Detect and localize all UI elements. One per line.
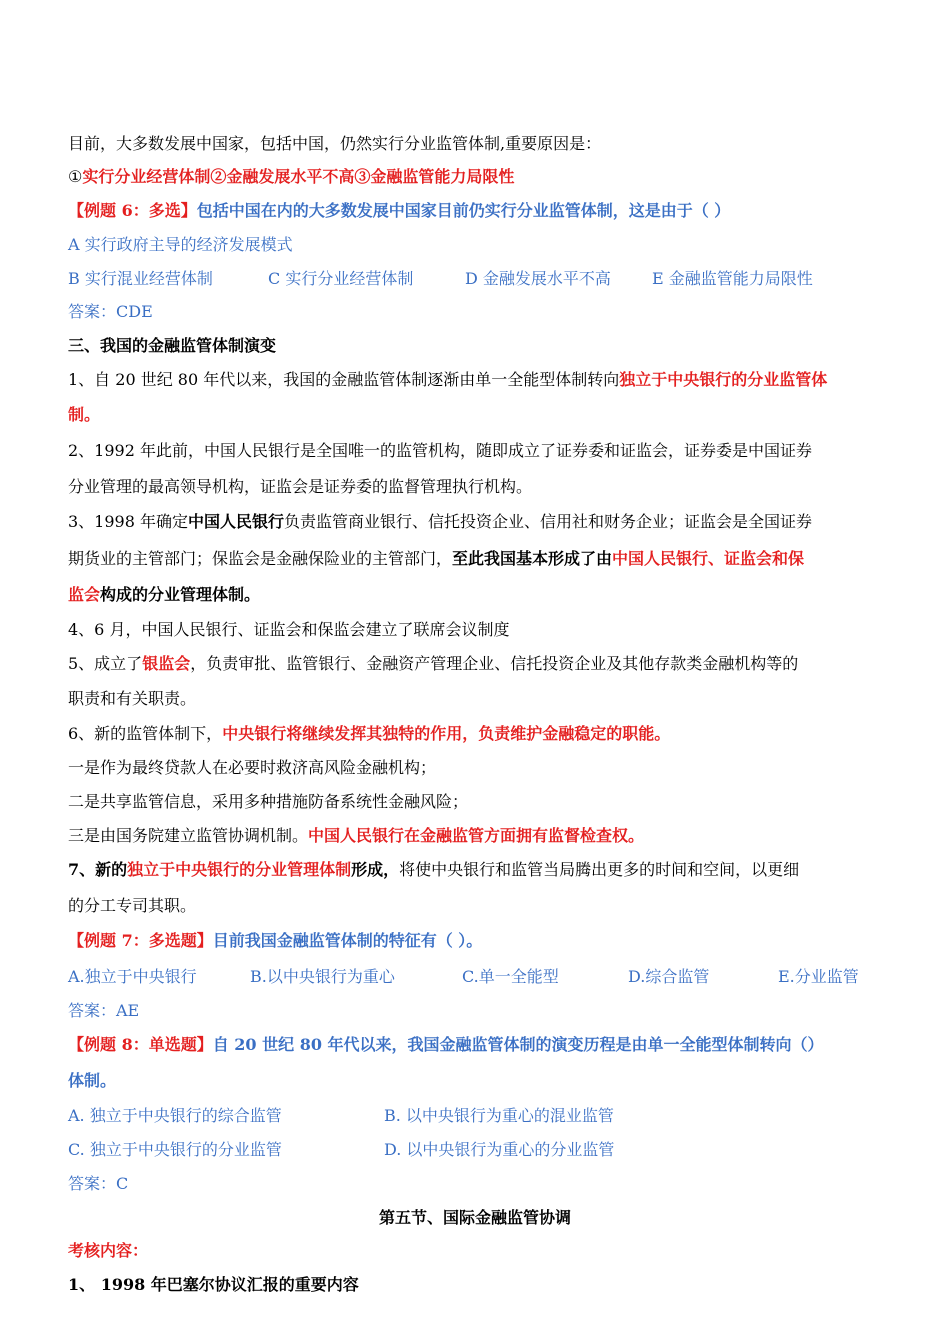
point-1-cont: 制。 (68, 405, 101, 424)
example-8-option-a: A. 独立于中央银行的综合监管 (68, 1106, 282, 1125)
example-7-answer: 答案：AE (68, 1001, 140, 1020)
point-5: 5、成立了银监会，负责审批、监管银行、金融资产管理企业、信托投资企业及其他存款类金融机构等的 (68, 654, 799, 673)
example-7-option-b: B.以中央银行为重心 (250, 967, 395, 986)
point-7-cont: 的分工专司其职。 (68, 896, 197, 915)
section-heading: 三、我国的金融监管体制演变 (68, 336, 277, 355)
paragraph: 目前，大多数发展中国家，包括中国，仍然实行分业监管体制,重要原因是： (68, 134, 602, 153)
example-8-option-b: B. 以中央银行为重心的混业监管 (384, 1106, 614, 1125)
exam-item-1: 1、 1998 年巴塞尔协议汇报的重要内容 (68, 1275, 359, 1294)
example-6-option-d: D 金融发展水平不高 (465, 269, 611, 288)
example-8-answer: 答案：C (68, 1174, 129, 1193)
example-6-option-c: C 实行分业经营体制 (268, 269, 414, 288)
section-5-title: 第五节、国际金融监管协调 (378, 1208, 571, 1227)
reasons-line: ①实行分业经营体制②金融发展水平不高③金融监管能力局限性 (68, 167, 515, 186)
example-7-option-c: C.单一全能型 (462, 967, 559, 986)
example-7-option-e: E.分业监管 (778, 967, 859, 986)
point-1: 1、自 20 世纪 80 年代以来，我国的金融监管体制逐渐由单一全能型体制转向独立于中央银行的分业监管体 (68, 370, 828, 389)
example-8-option-c: C. 独立于中央银行的分业监管 (68, 1140, 282, 1159)
point-2-cont: 分业管理的最高领导机构，证监会是证券委的监督管理执行机构。 (68, 477, 533, 496)
example-7-question: 【例题 7：多选题】目前我国金融监管体制的特征有（ ）。 (68, 931, 483, 950)
example-8-question: 【例题 8：单选题】自 20 世纪 80 年代以来，我国金融监管体制的演变历程是由单一全能型体制转向（） (68, 1035, 824, 1054)
point-4: 4、6 月，中国人民银行、证监会和保监会建立了联席会议制度 (68, 620, 510, 639)
example-6-option-e: E 金融监管能力局限性 (652, 269, 813, 288)
point-7: 7、新的独立于中央银行的分业管理体制形成，将使中央银行和监管当局腾出更多的时间和空间，以更细 (68, 860, 800, 879)
sub-point-1: 一是作为最终贷款人在必要时救济高风险金融机构； (68, 758, 437, 777)
example-6-option-a: A 实行政府主导的经济发展模式 (68, 235, 293, 254)
point-2: 2、1992 年此前，中国人民银行是全国唯一的监管机构，随即成立了证券委和证监会，证券委是中国证券 (68, 441, 812, 460)
point-3-cont: 期货业的主管部门；保监会是金融保险业的主管部门，至此我国基本形成了由中国人民银行、证监会和保 (68, 549, 805, 568)
example-8-option-d: D. 以中央银行为重心的分业监管 (384, 1140, 615, 1159)
point-3: 3、1998 年确定中国人民银行负责监管商业银行、信托投资企业、信用社和财务企业；证监会是全国证券 (68, 512, 813, 531)
example-6-answer: 答案：CDE (68, 302, 153, 321)
example-8-question-cont: 体制。 (68, 1071, 117, 1090)
point-3-cont-2: 监会构成的分业管理体制。 (68, 585, 261, 604)
example-7-option-a: A.独立于中央银行 (68, 967, 197, 986)
example-7-option-d: D.综合监管 (628, 967, 710, 986)
point-5-cont: 职责和有关职责。 (68, 689, 197, 708)
point-6: 6、新的监管体制下，中央银行将继续发挥其独特的作用，负责维护金融稳定的职能。 (68, 724, 671, 743)
exam-content-label: 考核内容： (68, 1241, 149, 1260)
sub-point-2: 二是共享监管信息，采用多种措施防备系统性金融风险； (68, 792, 469, 811)
example-6-option-b: B 实行混业经营体制 (68, 269, 213, 288)
sub-point-3: 三是由国务院建立监管协调机制。中国人民银行在金融监管方面拥有监督检查权。 (68, 826, 645, 845)
example-6-question: 【例题 6：多选】包括中国在内的大多数发展中国家目前仍实行分业监管体制，这是由于（ ） (68, 201, 731, 220)
